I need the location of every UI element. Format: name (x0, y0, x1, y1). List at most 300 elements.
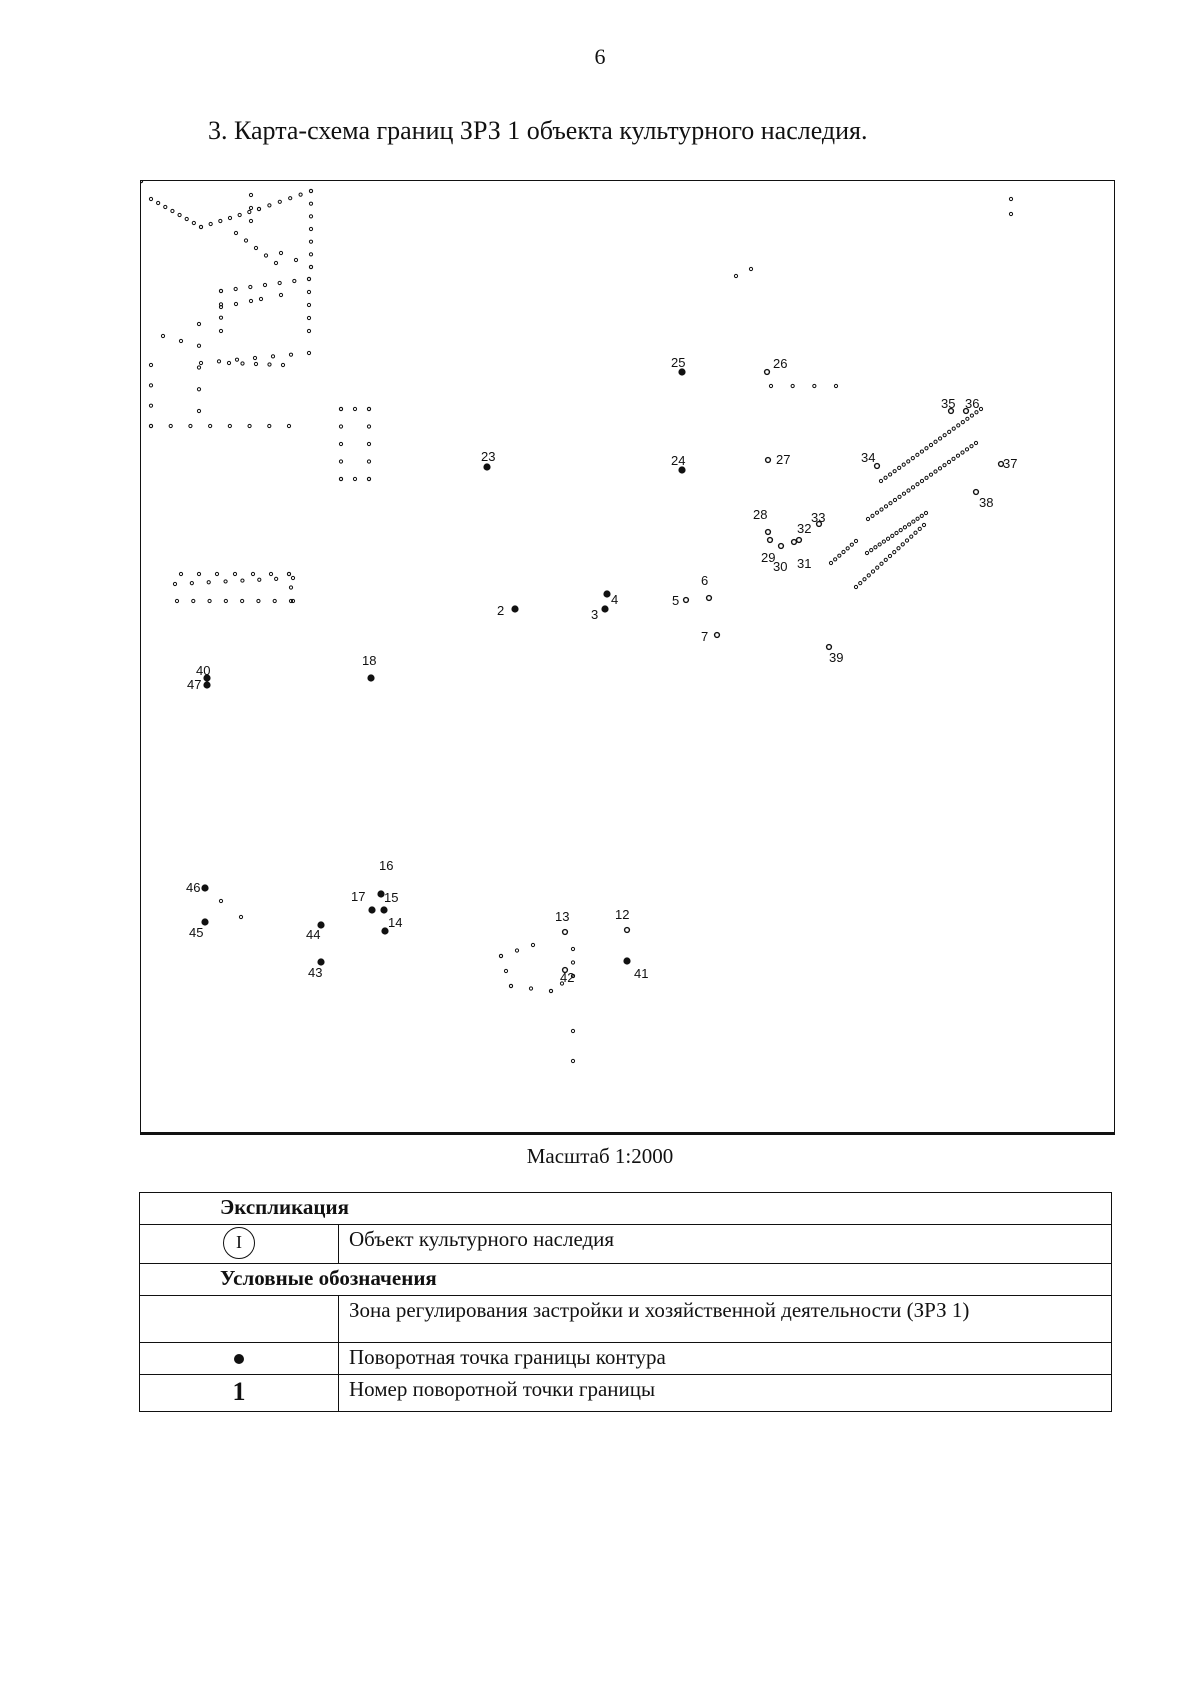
point-label-47: 47 (187, 677, 202, 692)
boundary-point-27 (766, 458, 771, 463)
boundary-point-4 (603, 590, 610, 597)
outline-dot (829, 561, 832, 564)
outline-dot (876, 566, 879, 569)
outline-dot (293, 279, 296, 282)
outline-dot (219, 899, 222, 902)
outline-dot (367, 425, 370, 428)
boundary-point-30 (779, 544, 784, 549)
boundary-point-26 (765, 370, 770, 375)
outline-dot (278, 200, 281, 203)
legend-explication-row (140, 1193, 1112, 1225)
point-number-symbol: 1 (232, 1377, 246, 1406)
outline-dot (897, 547, 900, 550)
outline-dot (834, 558, 837, 561)
outline-dot (173, 582, 176, 585)
outline-dot (974, 441, 977, 444)
outline-dot (273, 599, 276, 602)
boundary-point-17 (368, 906, 375, 913)
outline-dot (902, 492, 905, 495)
outline-dot (248, 210, 251, 213)
boundary-points (201, 368, 1003, 972)
outline-dot (275, 577, 278, 580)
outline-dot (905, 539, 908, 542)
outline-dot (253, 356, 256, 359)
outline-dot (171, 209, 174, 212)
outline-dot (838, 554, 841, 557)
conventions-header: Условные обозначения (140, 1264, 1112, 1296)
outline-dot (834, 384, 837, 387)
outline-dot (880, 562, 883, 565)
zone-symbol (140, 1296, 339, 1343)
outline-dot (235, 358, 238, 361)
outline-dot (259, 297, 262, 300)
point-label-44: 44 (306, 927, 321, 942)
outline-dot (956, 454, 959, 457)
outline-dot (254, 246, 257, 249)
object-label: Объект культурного наследия (339, 1225, 1112, 1264)
outline-dot (970, 414, 973, 417)
outline-dot (339, 477, 342, 480)
outline-dot (244, 239, 247, 242)
outline-dot (161, 334, 164, 337)
outline-dot (219, 316, 222, 319)
outline-dot (309, 215, 312, 218)
boundary-point-38 (974, 490, 979, 495)
outline-dot (899, 529, 902, 532)
outline-dot (813, 384, 816, 387)
outline-dot (734, 274, 737, 277)
outline-dot (367, 442, 370, 445)
outline-dot (179, 339, 182, 342)
outline-dot (846, 547, 849, 550)
map-title: 3. Карта-схема границ ЗРЗ 1 объекта культурного наследия. (208, 116, 868, 145)
outline-dot (149, 424, 152, 427)
outline-dot (920, 514, 923, 517)
outline-dot (189, 424, 192, 427)
outline-dot (934, 470, 937, 473)
point-label-31: 31 (797, 556, 812, 571)
boundary-point-47 (203, 681, 210, 688)
outline-dot (249, 299, 252, 302)
outline-dot (281, 363, 284, 366)
outline-dot (863, 578, 866, 581)
outline-dot (895, 531, 898, 534)
heritage-object-icon: I (223, 1227, 255, 1259)
outline-dot (289, 586, 292, 589)
outline-dot (339, 442, 342, 445)
outline-dot (353, 407, 356, 410)
outline-dot (975, 411, 978, 414)
outline-dot (309, 227, 312, 230)
point-label-17: 17 (351, 889, 366, 904)
legend-conventions-row (140, 1264, 1112, 1296)
outline-dot (309, 240, 312, 243)
outline-dot (965, 448, 968, 451)
outline-dot (925, 447, 928, 450)
point-label-4: 4 (611, 592, 619, 607)
outline-dot (925, 476, 928, 479)
outline-dot (911, 486, 914, 489)
outline-dot (249, 285, 252, 288)
outline-dot (233, 572, 236, 575)
outline-dot (299, 193, 302, 196)
outline-dot (219, 289, 222, 292)
outline-dot (269, 572, 272, 575)
outline-dot (879, 479, 882, 482)
point-label-14: 14 (388, 915, 403, 930)
outline-dot (149, 404, 152, 407)
outline-dot (842, 550, 845, 553)
explication-header: Экспликация (140, 1193, 1112, 1225)
outline-dot (504, 969, 507, 972)
outline-dot (192, 221, 195, 224)
outline-dot (234, 231, 237, 234)
outline-dot (208, 599, 211, 602)
outline-dot (268, 424, 271, 427)
outline-dot (957, 424, 960, 427)
point-labels (186, 355, 1017, 985)
outline-dot (353, 477, 356, 480)
outline-dot (934, 440, 937, 443)
boundary-point-5 (684, 598, 689, 603)
point-label-5: 5 (672, 593, 680, 608)
boundary-point-icon (234, 1354, 244, 1364)
outline-dot (1009, 212, 1012, 215)
outline-dot (882, 540, 885, 543)
outline-dot (197, 366, 200, 369)
outline-dot (867, 574, 870, 577)
boundary-point-15 (380, 906, 387, 913)
outline-dot (263, 283, 266, 286)
outline-dot (893, 551, 896, 554)
outline-dot (307, 351, 310, 354)
outline-dot (943, 434, 946, 437)
point-label-45: 45 (189, 925, 204, 940)
outline-dot (339, 425, 342, 428)
outline-dot (241, 599, 244, 602)
outline-dot (279, 293, 282, 296)
point-label-29: 29 (761, 550, 776, 565)
boundary-point-12 (625, 928, 630, 933)
outline-dot (509, 984, 512, 987)
outline-dot (898, 466, 901, 469)
outline-dot (749, 267, 752, 270)
boundary-point-28 (766, 530, 771, 535)
point-label-12: 12 (615, 907, 630, 922)
outline-dot (893, 498, 896, 501)
outline-dot (884, 505, 887, 508)
boundary-point-13 (563, 930, 568, 935)
outline-dot (929, 473, 932, 476)
outline-dot (279, 251, 282, 254)
outline-dot (571, 947, 574, 950)
outline-dot (175, 599, 178, 602)
outline-dot (234, 287, 237, 290)
outline-dot (227, 361, 230, 364)
outline-dot (190, 582, 193, 585)
point-label-26: 26 (773, 356, 788, 371)
outline-dot (149, 197, 152, 200)
outline-dot (241, 362, 244, 365)
outline-dot (141, 181, 143, 183)
outline-dot (571, 961, 574, 964)
outline-dot (192, 599, 195, 602)
point-label-35: 35 (941, 396, 956, 411)
outline-dot (979, 407, 982, 410)
outline-dot (910, 535, 913, 538)
outline-dot (367, 477, 370, 480)
point-label-23: 23 (481, 449, 496, 464)
boundary-point-6 (707, 596, 712, 601)
point-label-25: 25 (671, 355, 686, 370)
boundary-point-41 (623, 957, 630, 964)
boundary-point-2 (511, 605, 518, 612)
outline-dot (309, 202, 312, 205)
outline-dot (948, 430, 951, 433)
outline-dot (309, 265, 312, 268)
outline-dot (961, 451, 964, 454)
point-label-34: 34 (861, 450, 876, 465)
outline-dot (258, 578, 261, 581)
outline-dot (287, 424, 290, 427)
outline-dot (884, 558, 887, 561)
outline-dot (854, 539, 857, 542)
outline-dot (912, 520, 915, 523)
boundary-point-32 (797, 538, 802, 543)
outline-dot (769, 384, 772, 387)
outline-dot (499, 954, 502, 957)
outline-dot (938, 467, 941, 470)
outline-dot (271, 355, 274, 358)
outline-dot (307, 277, 310, 280)
outline-dot (898, 495, 901, 498)
outline-dot (515, 949, 518, 952)
outline-dot (865, 551, 868, 554)
outline-dot (929, 443, 932, 446)
point-label-38: 38 (979, 495, 994, 510)
outline-dot (891, 534, 894, 537)
outline-dot (884, 476, 887, 479)
outline-dot (248, 424, 251, 427)
outline-dot (886, 537, 889, 540)
outline-dot (893, 470, 896, 473)
outline-dot (859, 582, 862, 585)
outline-dot (249, 193, 252, 196)
scale-label: Масштаб 1:2000 (526, 1144, 674, 1168)
outline-dot (943, 464, 946, 467)
point-label-33: 33 (811, 510, 826, 525)
boundary-point-29 (768, 538, 773, 543)
point-label-6: 6 (701, 573, 709, 588)
outline-dot (903, 526, 906, 529)
legend-table (139, 1192, 1112, 1412)
outline-dot (922, 523, 925, 526)
outline-dot (215, 572, 218, 575)
outline-dot (287, 572, 290, 575)
outline-dot (938, 437, 941, 440)
outline-dot (149, 384, 152, 387)
point-label-27: 27 (776, 452, 791, 467)
point-label-24: 24 (671, 453, 686, 468)
outline-dot (307, 316, 310, 319)
boundary-map (141, 181, 1113, 1131)
legend-point-row (140, 1343, 1112, 1375)
outline-dot (916, 483, 919, 486)
outline-dot (367, 407, 370, 410)
point-label-15: 15 (384, 890, 399, 905)
point-label-43: 43 (308, 965, 323, 980)
point-label-28: 28 (753, 507, 768, 522)
outline-dot (531, 943, 534, 946)
boundary-point-46 (201, 884, 208, 891)
outline-dot (924, 511, 927, 514)
outline-dot (274, 261, 277, 264)
outline-dot (249, 219, 252, 222)
point-label-3: 3 (591, 607, 599, 622)
outline-dot (871, 570, 874, 573)
outline-dot (947, 460, 950, 463)
outline-dot (889, 502, 892, 505)
point-label-13: 13 (555, 909, 570, 924)
outline-dot (264, 254, 267, 257)
outline-dot (268, 204, 271, 207)
outline-dot (224, 580, 227, 583)
outline-dot (791, 384, 794, 387)
outline-dot (918, 527, 921, 530)
number-label: Номер поворотной точки границы (339, 1375, 1112, 1412)
outline-dot (254, 362, 257, 365)
point-label-36: 36 (965, 396, 980, 411)
outline-dot (197, 572, 200, 575)
outline-dot (920, 479, 923, 482)
outline-dot (529, 987, 532, 990)
legend-object-row (140, 1225, 1112, 1264)
outline-dot (888, 554, 891, 557)
outline-dot (911, 456, 914, 459)
outline-dot (920, 450, 923, 453)
outline-dot (251, 572, 254, 575)
outline-dot (224, 599, 227, 602)
outline-dot (309, 253, 312, 256)
outline-dot (866, 517, 869, 520)
outline-dot (199, 361, 202, 364)
outline-dot (339, 407, 342, 410)
outline-dot (249, 206, 252, 209)
outline-dot (268, 363, 271, 366)
outline-dot (207, 581, 210, 584)
outline-dot (916, 453, 919, 456)
outline-dot (289, 353, 292, 356)
boundary-point-39 (827, 645, 832, 650)
boundary-point-7 (715, 633, 720, 638)
outline-dot (966, 417, 969, 420)
outline-dot (914, 531, 917, 534)
outline-dot (228, 216, 231, 219)
legend-number-row (140, 1375, 1112, 1412)
outline-dot (217, 360, 220, 363)
point-label: Поворотная точка границы контура (339, 1343, 1112, 1375)
outline-dot (257, 599, 260, 602)
outline-dot (197, 344, 200, 347)
point-label-46: 46 (186, 880, 201, 895)
point-label-40: 40 (196, 663, 211, 678)
outline-dot (952, 427, 955, 430)
outline-dot (961, 420, 964, 423)
point-label-32: 32 (797, 521, 812, 536)
outline-dot (908, 523, 911, 526)
outline-dot (571, 1059, 574, 1062)
outline-dot (339, 460, 342, 463)
outline-dot (294, 258, 297, 261)
outline-dot (307, 329, 310, 332)
point-label-18: 18 (362, 653, 377, 668)
outline-dot (874, 546, 877, 549)
zone-label: Зона регулирования застройки и хозяйственной деятельности (ЗРЗ 1) (339, 1296, 1112, 1343)
point-label-41: 41 (634, 966, 649, 981)
outline-dot (850, 543, 853, 546)
point-label-7: 7 (701, 629, 709, 644)
outline-dot (197, 409, 200, 412)
outline-dot (888, 473, 891, 476)
outline-dot (875, 511, 878, 514)
boundary-point-31 (792, 540, 797, 545)
outline-dot (241, 579, 244, 582)
outline-dot (880, 508, 883, 511)
outline-dot (149, 363, 152, 366)
outline-dot (257, 207, 260, 210)
outline-dot (219, 219, 222, 222)
point-label-16: 16 (379, 858, 394, 873)
page-number: 6 (594, 44, 606, 69)
outline-dot (878, 543, 881, 546)
boundary-point-3 (601, 605, 608, 612)
outline-dot (902, 463, 905, 466)
outline-dot (870, 549, 873, 552)
outline-dot (197, 322, 200, 325)
outline-dot (952, 457, 955, 460)
outline-dot (549, 989, 552, 992)
outline-dot (219, 329, 222, 332)
outline-dot (164, 205, 167, 208)
building-outline-dots (141, 181, 1013, 1063)
boundary-point-23 (483, 463, 490, 470)
point-label-42: 42 (560, 970, 575, 985)
boundary-point-18 (367, 674, 374, 681)
outline-dot (239, 915, 242, 918)
outline-dot (197, 388, 200, 391)
outline-dot (209, 424, 212, 427)
point-label-30: 30 (773, 559, 788, 574)
map-frame (140, 180, 1115, 1135)
point-label-39: 39 (829, 650, 844, 665)
outline-dot (970, 445, 973, 448)
outline-dot (234, 302, 237, 305)
outline-dot (228, 424, 231, 427)
outline-dot (1009, 197, 1012, 200)
outline-dot (309, 189, 312, 192)
outline-dot (367, 460, 370, 463)
outline-dot (901, 543, 904, 546)
outline-dot (178, 213, 181, 216)
outline-dot (185, 217, 188, 220)
outline-dot (199, 225, 202, 228)
point-label-2: 2 (497, 603, 505, 618)
outline-dot (219, 305, 222, 308)
point-label-37: 37 (1003, 456, 1018, 471)
outline-dot (238, 213, 241, 216)
outline-dot (179, 572, 182, 575)
outline-dot (157, 201, 160, 204)
